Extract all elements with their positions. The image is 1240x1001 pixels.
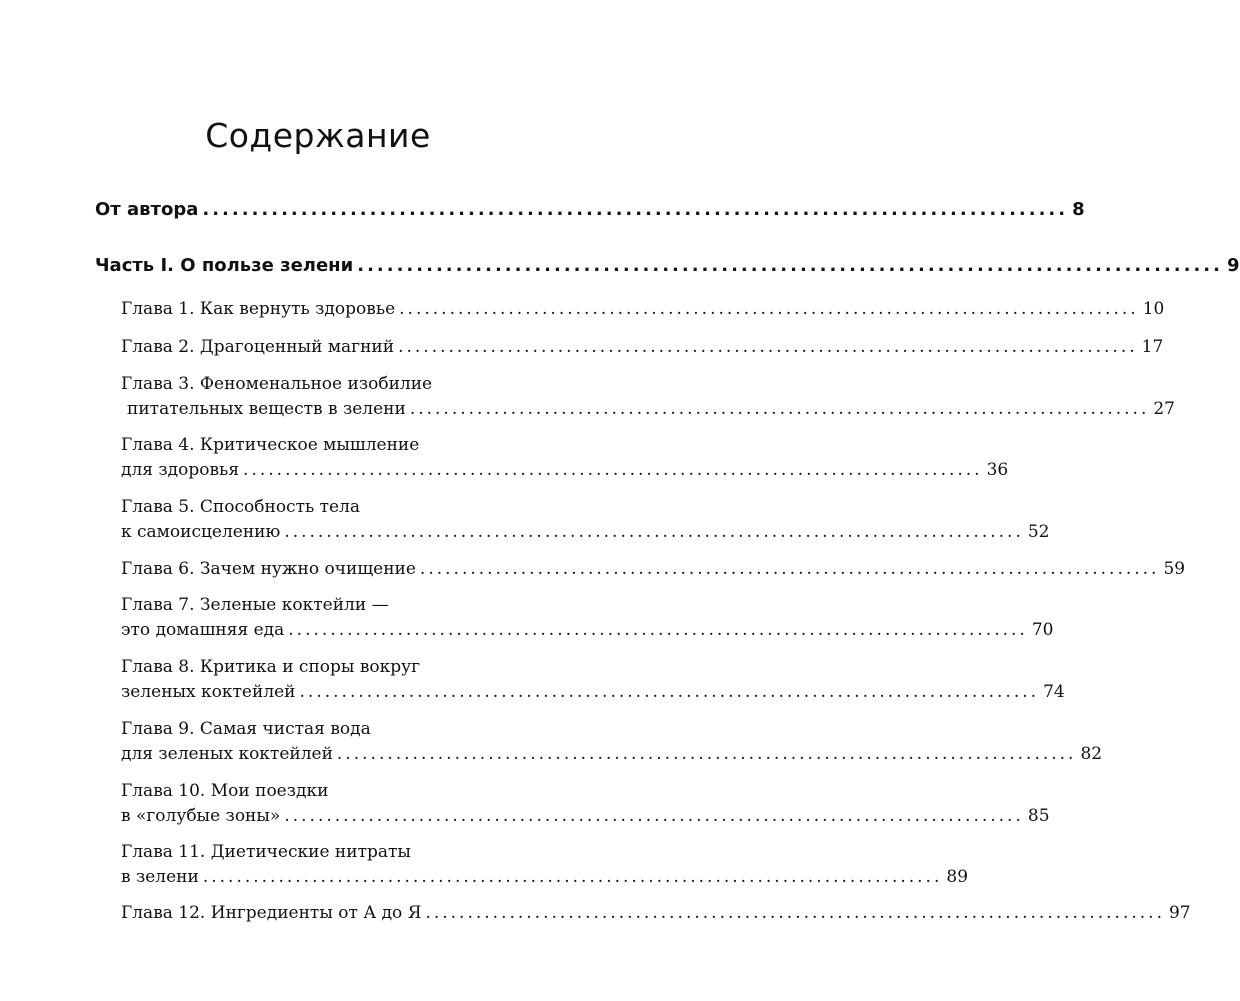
toc-page-number: 17 (1141, 337, 1164, 357)
toc-chapter-3[interactable] (121, 399, 1175, 419)
toc-page-number: 85 (1027, 806, 1050, 826)
toc-chapter-label: Глава 6. Зачем нужно очищение (121, 559, 416, 579)
toc-page-number: 82 (1080, 744, 1103, 764)
toc-chapter-5-line1[interactable]: Глава 5. Способность тела (121, 497, 361, 517)
toc-chapter-7-line1[interactable]: Глава 7. Зеленые коктейли — (121, 595, 389, 615)
toc-section-part-1[interactable] (95, 255, 1240, 276)
toc-chapter-label: в зелени (121, 867, 199, 887)
toc-section-from-author[interactable] (95, 199, 1085, 220)
leader-dots: ........................................................................................ (284, 806, 1024, 826)
toc-chapter-11[interactable] (121, 867, 969, 887)
leader-dots: ........................................................................................ (419, 559, 1160, 579)
toc-page-number: 52 (1027, 522, 1050, 542)
toc-page-number: 10 (1142, 299, 1165, 319)
toc-chapter-label: это домашняя еда (121, 620, 285, 640)
toc-page-number: 9 (1226, 255, 1240, 276)
toc-chapter-9-line1[interactable]: Глава 9. Самая чистая вода (121, 719, 371, 739)
toc-chapter-label: к самоисцелению (121, 522, 281, 542)
toc-chapter-label: питательных веществ в зелени (127, 399, 406, 419)
toc-chapter-label: для здоровья (121, 460, 240, 480)
toc-page-number: 89 (946, 867, 969, 887)
leader-dots: ........................................................................................ (409, 399, 1150, 419)
toc-chapter-7[interactable] (121, 620, 1054, 640)
toc-page-number: 27 (1153, 399, 1175, 419)
toc-chapter-4-line1[interactable]: Глава 4. Критическое мышление (121, 435, 420, 455)
toc-chapter-6[interactable] (121, 559, 1186, 579)
toc-chapter-label: Глава 1. Как вернуть здоровье (121, 299, 396, 319)
toc-chapter-10-line1[interactable]: Глава 10. Мои поездки (121, 781, 329, 801)
leader-dots: ........................................................................................ (357, 255, 1223, 276)
page-title: Содержание (205, 116, 431, 155)
leader-dots: ........................................................................................ (284, 522, 1024, 542)
toc-chapter-label: зеленых коктейлей (121, 682, 296, 702)
toc-chapter-8[interactable] (121, 682, 1065, 702)
toc-chapter-label: в «голубые зоны» (121, 806, 281, 826)
leader-dots: ........................................................................................ (299, 682, 1040, 702)
toc-chapter-label: Глава 12. Ингредиенты от А до Я (121, 903, 422, 923)
leader-dots: ........................................................................................ (288, 620, 1028, 640)
toc-page-number: 59 (1163, 559, 1186, 579)
leader-dots: ........................................................................................ (398, 337, 1138, 357)
toc-section-label: От автора (95, 199, 199, 220)
toc-chapter-11-line1[interactable]: Глава 11. Диетические нитраты (121, 842, 411, 862)
toc-page-number: 36 (986, 460, 1009, 480)
toc-chapter-9[interactable] (121, 744, 1103, 764)
leader-dots: ........................................................................................ (336, 744, 1077, 764)
toc-chapter-4[interactable] (121, 460, 1009, 480)
toc-chapter-label: Глава 2. Драгоценный магний (121, 337, 395, 357)
leader-dots: ........................................................................................ (202, 199, 1069, 220)
toc-chapter-10[interactable] (121, 806, 1050, 826)
toc-chapter-2[interactable] (121, 337, 1164, 357)
leader-dots: ........................................................................................ (399, 299, 1139, 319)
leader-dots: ........................................................................................ (425, 903, 1165, 923)
toc-chapter-12[interactable] (121, 903, 1191, 923)
toc-chapter-8-line1[interactable]: Глава 8. Критика и споры вокруг (121, 657, 421, 677)
toc-chapter-3-line1[interactable]: Глава 3. Феноменальное изобилие (121, 374, 433, 394)
toc-chapter-5[interactable] (121, 522, 1050, 542)
toc-chapter-label: для зеленых коктейлей (121, 744, 333, 764)
toc-page-number: 74 (1043, 682, 1065, 702)
toc-chapter-1[interactable] (121, 299, 1165, 319)
toc-section-label: Часть I. О пользе зелени (95, 255, 354, 276)
toc-page-number: 97 (1168, 903, 1191, 923)
toc-page-number: 8 (1072, 199, 1085, 220)
toc-page-number: 70 (1031, 620, 1054, 640)
leader-dots: ........................................................................................ (243, 460, 983, 480)
leader-dots: ........................................................................................ (202, 867, 943, 887)
